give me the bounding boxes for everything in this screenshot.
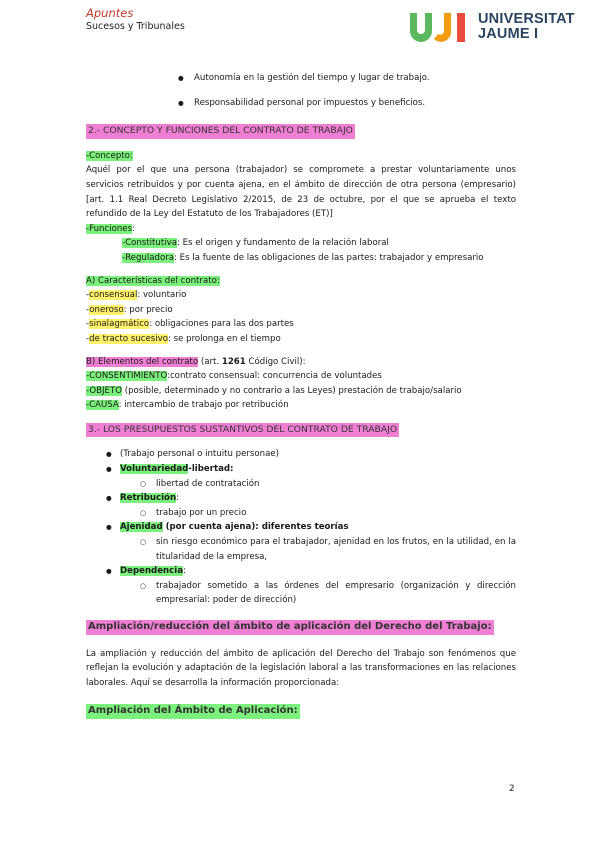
page-number: 2 [509, 784, 515, 794]
sub-list-item: ○ libertad de contratación [100, 477, 516, 492]
elementos-heading: B) Elementos del contrato (art. 1261 Código Civil): [86, 356, 306, 367]
top-bullet-1: ● Autonomía en la gestión del tiempo y lugar de trabajo. [174, 71, 516, 86]
list-item: ● Voluntariedad-libertad: [100, 462, 516, 477]
elemento-text: :contrato consensual: concurrencia de voluntades [167, 371, 382, 382]
elemento-term: -OBJETO [86, 385, 122, 396]
funcion-reguladora [86, 251, 516, 266]
caracteristica-text: : obligaciones para las dos partes [149, 319, 294, 330]
caracteristica-item: -de tracto sucesivo: se prolonga en el tiempo [86, 333, 281, 344]
university-logo-text [478, 12, 575, 42]
elemento-text: (posible, determinado y no contrario a las Leyes) prestación de trabajo/salario [121, 385, 462, 396]
caracteristica-text: : se prolonga en el tiempo [167, 333, 281, 344]
funcion-text: : Es la fuente de las obligaciones de las partes: trabajador y empresario [174, 252, 484, 263]
sub-list-item: ○ trabajador sometido a las órdenes del empresario (organización y dirección empresarial: poder de dirección) [100, 579, 516, 608]
funcion-constitutiva [86, 236, 516, 251]
list-item: ● Ajenidad (por cuenta ajena): diferentes teorías [100, 520, 516, 535]
list-item: ● (Trabajo personal o intuitu personae) [100, 447, 516, 462]
caracteristica-term: consensual [89, 290, 138, 301]
elemento-item [86, 384, 516, 399]
header-apuntes: Apuntes [86, 6, 134, 20]
ampliacion-paragraph: La ampliación y reducción del ámbito de aplicación del Derecho del Trabajo son fenómenos que reflejan la evolución y adaptación de la legislación laboral a las transformaciones en las relaciones laborales. Aquí se desarrolla la información proporcionada: [86, 648, 516, 688]
section2-title: 2.- CONCEPTO Y FUNCIONES DEL CONTRATO DE TRABAJO [86, 124, 355, 139]
elementos-title: B) Elementos del contrato [86, 356, 199, 367]
logo-line2: JAUME I [478, 26, 539, 42]
section3-title: 3.- LOS PRESUPUESTOS SUSTANTIVOS DEL CONTRATO DE TRABAJO [86, 423, 399, 438]
presupuestos-list [100, 447, 516, 608]
caracteristica-item: -consensual: voluntario [86, 290, 187, 301]
ampliacion-subtitle: Ampliación del Ámbito de Aplicación: [86, 704, 300, 719]
elemento-term: -CONSENTIMIENTO [86, 371, 168, 382]
elemento-item [86, 398, 516, 413]
caracteristica-term: oneroso [89, 304, 124, 315]
list-item: ● Dependencia: [100, 564, 516, 579]
concepto-text: Aquél por el que una persona (trabajador) se compromete a prestar voluntariamente unos servicios retribuidos y por cuenta ajena, en el ámbito de dirección de otra persona (empresario) [art. 1.1 Real Decreto Legislativo 2/2015, de 23 de octubre, por el que se aprueba el texto refundido de la Ley del Estatuto de los Trabajadores (ET)] [86, 165, 516, 220]
caracteristica-term: de tracto sucesivo [89, 333, 168, 344]
elemento-term: -CAUSA [86, 400, 119, 411]
ampliacion-title: Ampliación/reducción del ámbito de aplicación del Derecho del Trabajo: [86, 620, 494, 635]
caracteristica-text: : por precio [123, 304, 173, 315]
caracteristica-item: -sinalagmático: obligaciones para las dos partes [86, 319, 294, 330]
sub-list-item: ○ sin riesgo económico para el trabajador, ajenidad en los frutos, en la utilidad, en la titularidad de la empresa, [100, 535, 516, 564]
top-bullet-2: ● Responsabilidad personal por impuestos y beneficios. [174, 96, 516, 111]
funciones-colon: : [132, 223, 135, 234]
header-subject: Sucesos y Tribunales [86, 21, 185, 32]
elemento-item [86, 369, 516, 384]
funcion-term: -Reguladora [122, 252, 175, 263]
list-item: ● Retribución: [100, 491, 516, 506]
funcion-term: -Constitutiva [122, 238, 177, 249]
caracteristica-term: sinalagmático [89, 319, 150, 330]
sub-list-item: ○ trabajo por un precio [100, 506, 516, 521]
elemento-text: : intercambio de trabajo por retribución [118, 400, 289, 411]
concepto-label: -Concepto: [86, 150, 133, 161]
caracteristica-text: : voluntario [137, 290, 187, 301]
logo-line1: UNIVERSITAT [478, 11, 575, 27]
funciones-label: -Funciones [86, 223, 133, 234]
caracteristica-item: -oneroso: por precio [86, 304, 173, 315]
funciones-heading [86, 222, 516, 237]
funcion-text: : Es el origen y fundamento de la relación laboral [176, 238, 389, 249]
caracteristicas-title: A) Características del contrato: [86, 275, 220, 286]
document-content [86, 68, 516, 719]
